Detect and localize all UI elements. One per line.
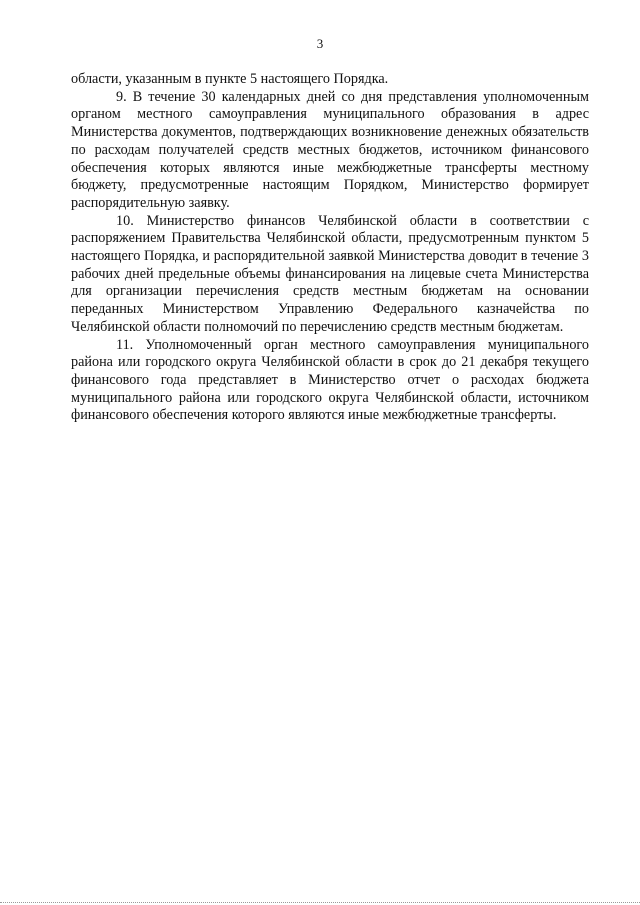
paragraph-item-11: 11. Уполномоченный орган местного самоуправления муниципального района или городского округа Челябинской области в срок до 21 декабря текущего финансового года представляет в Министерство отчет о расходах бюджета муниципального района или городского округа Челябинской области, источником финансового обеспечения которого являются иные межбюджетные трансферты. xyxy=(71,336,589,424)
document-body xyxy=(71,71,589,425)
paragraph-item-9: 9. В течение 30 календарных дней со дня представления уполномоченным органом местного самоуправления муниципального образования в адрес Министерства документов, подтверждающих возникновение денежных обязательств по расходам получателей средств местных бюджетов, источником финансового обеспечения которых являются иные межбюджетные трансферты местному бюджету, предусмотренные настоящим Порядком, Министерство формирует распорядительную заявку. xyxy=(71,88,589,211)
paragraph-item-10: 10. Министерство финансов Челябинской области в соответствии с распоряжением Правительства Челябинской области, предусмотренным пунктом 5 настоящего Порядка, и распорядительной заявкой Министерства доводит в течение 3 рабочих дней предельные объемы финансирования на лицевые счета Министерства для организации перечисления средств местным бюджетам на основании переданных Министерством Управлению Федерального казначейства по Челябинской области полномочий по перечислению средств местным бюджетам. xyxy=(71,212,589,335)
scan-edge-line xyxy=(0,902,640,903)
paragraph-continuation: области, указанным в пункте 5 настоящего Порядка. xyxy=(71,71,389,87)
page-number: 3 xyxy=(316,36,324,51)
